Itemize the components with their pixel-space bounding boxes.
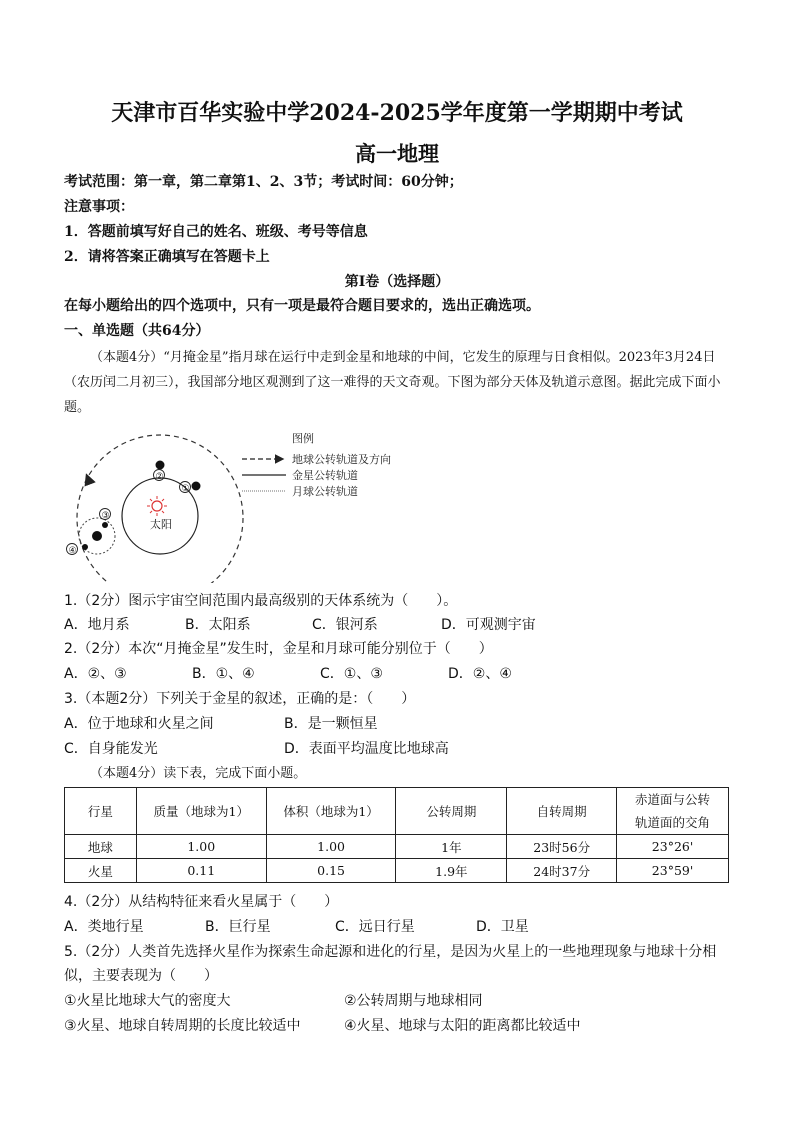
q3-option-d: D．表面平均温度比地球高	[284, 741, 449, 757]
table-header-line: 轨道面的交角	[635, 815, 711, 830]
q3-option-a: A．位于地球和火星之间	[64, 716, 214, 732]
table-cell: 23°26'	[617, 835, 729, 859]
table-cell: 0.11	[136, 859, 266, 883]
q3-option-c: C．自身能发光	[64, 741, 158, 757]
sun-icon	[147, 496, 167, 516]
table-cell: 地球	[65, 835, 137, 859]
instruction: 在每小题给出的四个选项中，只有一项是最符合题目要求的，选出正确选项。	[64, 298, 540, 314]
q5-option-2: ②公转周期与地球相同	[344, 993, 483, 1009]
q2-option-d: D．②、④	[448, 666, 512, 682]
moon-position-3	[102, 522, 108, 528]
earth-icon	[92, 531, 102, 541]
q2-option-c: C．①、③	[320, 666, 383, 682]
intro-passage-2: （本题4分）读下表，完成下面小题。	[90, 766, 307, 781]
exam-subtitle: 高一地理	[355, 141, 439, 166]
q5-option-3: ③火星、地球自转周期的长度比较适中	[64, 1018, 301, 1034]
moon-position-4	[82, 544, 88, 550]
q1-option-a: A．地月系	[64, 617, 130, 633]
table-cell: 1.00	[266, 835, 396, 859]
table-header: 质量（地球为1）	[136, 788, 266, 835]
table-cell: 1年	[396, 835, 507, 859]
venus-position-2	[156, 461, 165, 470]
question-5-stem-line-1: 5.（2分）人类首先选择火星作为探索生命起源和进化的行星，是因为火星上的一些地理现象与地球十分相	[64, 944, 717, 960]
notes-header: 注意事项：	[64, 199, 134, 215]
note-2: 2．请将答案正确填写在答题卡上	[64, 249, 270, 265]
q2-option-a: A．②、③	[64, 666, 127, 682]
table-header: 体积（地球为1）	[266, 788, 396, 835]
q4-option-c: C．远日行星	[335, 919, 415, 935]
marker-4: ④	[68, 546, 77, 556]
table-header: 公转周期	[396, 788, 507, 835]
q1-option-b: B．太阳系	[185, 617, 251, 633]
marker-3: ③	[101, 511, 110, 521]
q4-option-b: B．巨行星	[205, 919, 271, 935]
legend-title: 图例	[292, 432, 314, 445]
note-1: 1．答题前填写好自己的姓名、班级、考号等信息	[64, 224, 368, 240]
exam-title: 天津市百华实验中学2024-2025学年度第一学期期中考试	[111, 100, 683, 126]
question-5-stem-line-2: 似，主要表现为（ ）	[64, 968, 218, 984]
table-cell: 23°59'	[617, 859, 729, 883]
exam-scope: 考试范围：第一章，第二章第1、2、3节；考试时间：60分钟；	[64, 174, 463, 190]
q4-option-d: D．卫星	[476, 919, 529, 935]
q4-option-a: A．类地行星	[64, 919, 144, 935]
table-header-row	[65, 788, 729, 835]
table-cell: 0.15	[266, 859, 396, 883]
table-cell: 火星	[65, 859, 137, 883]
section-title: 第Ⅰ卷（选择题）	[344, 274, 450, 290]
planet-table	[64, 787, 729, 883]
legend-venus-orbit: 金星公转轨道	[292, 469, 358, 482]
question-4-stem: 4.（2分）从结构特征来看火星属于（ ）	[64, 894, 339, 910]
direction-arrow-icon	[87, 476, 90, 484]
question-2-stem: 2.（2分）本次“月掩金星”发生时，金星和月球可能分别位于（ ）	[64, 641, 493, 657]
table-header-line: 赤道面与公转	[635, 792, 711, 807]
table-header	[617, 788, 729, 835]
legend-earth-orbit: 地球公转轨道及方向	[292, 453, 391, 466]
table-header: 行星	[65, 788, 137, 835]
table-row	[65, 859, 729, 883]
part-title: 一、单选题（共64分）	[64, 323, 210, 339]
question-3-stem: 3.（本题2分）下列关于金星的叙述，正确的是：（ ）	[64, 691, 416, 707]
table-header: 自转周期	[507, 788, 617, 835]
marker-1: ①	[181, 484, 190, 494]
orbit-diagram	[60, 428, 410, 583]
sun-label: 太阳	[150, 518, 172, 531]
question-1-stem: 1.（2分）图示宇宙空间范围内最高级别的天体系统为（ ）。	[64, 593, 458, 609]
q3-option-b: B．是一颗恒星	[284, 716, 378, 732]
table-cell: 1.00	[136, 835, 266, 859]
q1-option-c: C．银河系	[312, 617, 378, 633]
venus-position-1	[192, 482, 201, 491]
q2-option-b: B．①、④	[192, 666, 255, 682]
legend-moon-orbit: 月球公转轨道	[292, 485, 358, 498]
table-cell: 23时56分	[507, 835, 617, 859]
intro-passage-1: （本题4分）“月掩金星”指月球在运行中走到金星和地球的中间，它发生的原理与日食相似。2023年3月24日（农历闰二月初三），我国部分地区观测到了这一难得的天文奇观。下图为部分天体及轨道示意图。据此完成下面小题。	[64, 350, 721, 415]
marker-2: ②	[155, 472, 164, 482]
q5-option-1: ①火星比地球大气的密度大	[64, 993, 231, 1009]
table-cell: 24时37分	[507, 859, 617, 883]
table-row	[65, 835, 729, 859]
q1-option-d: D．可观测宇宙	[441, 617, 536, 633]
table-cell: 1.9年	[396, 859, 507, 883]
q5-option-4: ④火星、地球与太阳的距离都比较适中	[344, 1018, 581, 1034]
